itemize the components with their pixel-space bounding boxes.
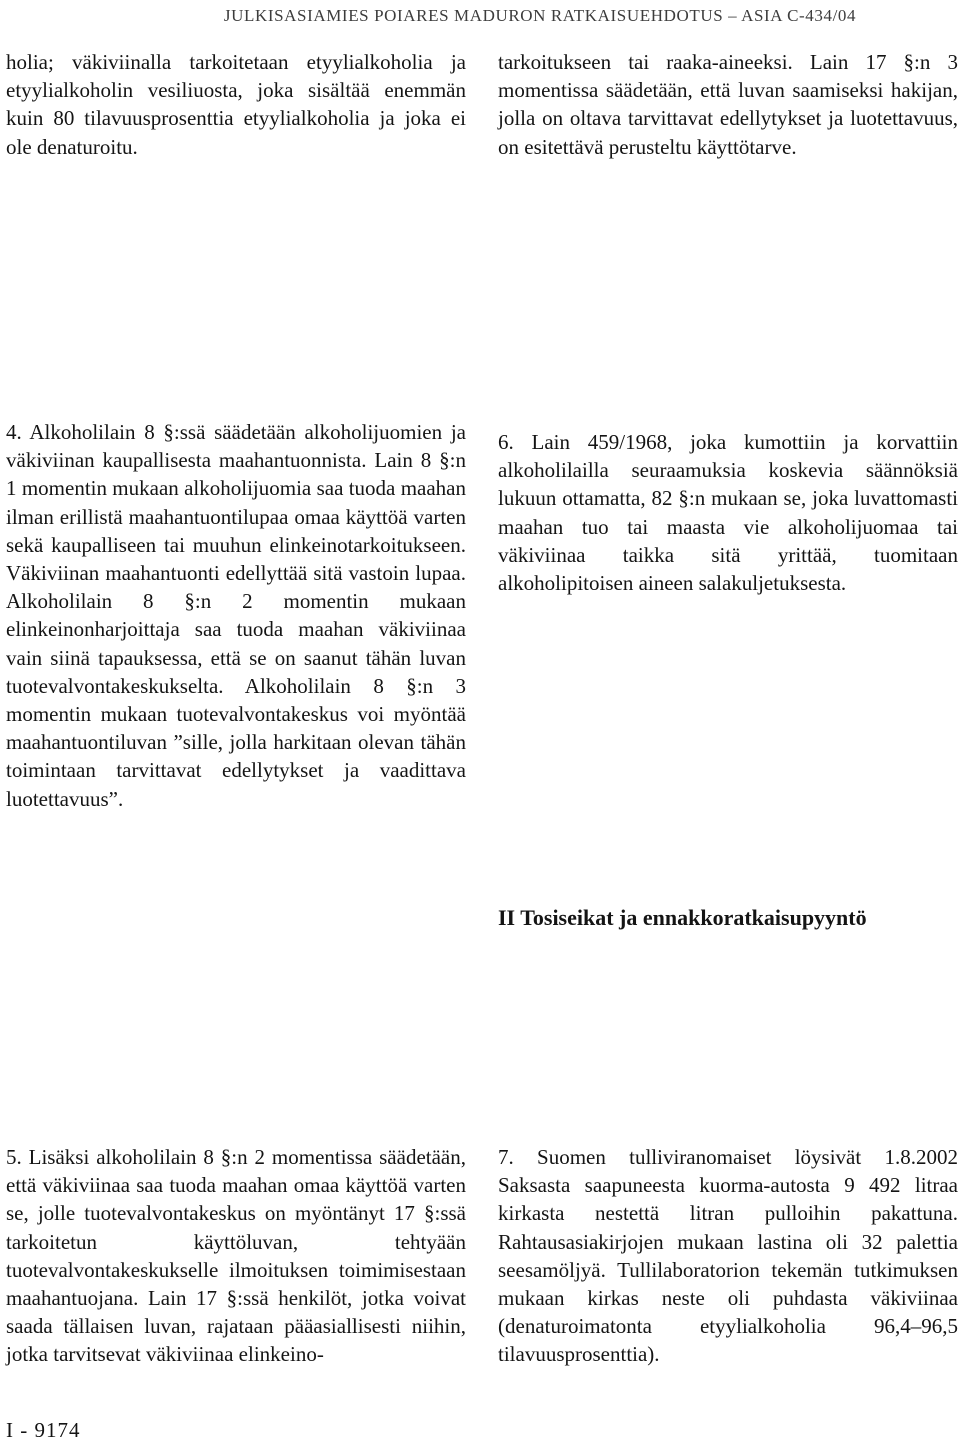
paragraph-5: 5. Lisäksi alkoholilain 8 §:n 2 momentissa säädetään, että väkiviinaa saa tuoda maahan omaa käyttöä varten se, jolle tuotevalvontakeskus on myöntänyt 17 §:ssä tarkoitetun käyttöluvan, tehtyään tuotevalvontakeskukselle ilmoituksen toimimisestaan maahantuojana. Lain 17 §:ssä henkilöt, jotka voivat saada tällaisen luvan, rajataan pääasiallisesti niihin, jotka tarvitsevat väkiviinaa elinkeino- [6,1145,466,1367]
paragraph-block: holia; väkiviinalla tarkoitetaan etyylialkoholia ja etyylialkoholin vesiliuosta, joka sisältää enemmän kuin 80 tilavuusprosenttia etyylialkoholia ja joka ei ole denaturoitu. [6,50,466,159]
page-number: I - 9174 [6,1418,81,1442]
running-header: JULKISASIAMIES POIARES MADURON RATKAISUEHDOTUS – ASIA C-434/04 [223,6,857,25]
paragraph-4: 4. Alkoholilain 8 §:ssä säädetään alkoholijuomien ja väkiviinan kaupallisesta maahantuonnista. Lain 8 §:n 1 momentin mukaan alkoholijuomia saa tuoda maahan ilman erillistä maahantuontilupaa omaa käyttöä varten sekä kaupalliseen tai muuhun elinkeinotarkoitukseen. Väkiviinan maahantuonti edellyttää sitä vastoin lupaa. Alkoholilain 8 §:n 2 momentin mukaan elinkeinonharjoittaja saa tuoda maahan väkiviinaa vain siinä tapauksessa, että se on saanut tähän luvan tuotevalvontakeskukselta. Alkoholilain 8 §:n 3 momentin mukaan tuotevalvontakeskus voi myöntää maahantuontiluvan ”sille, jolla harkitaan olevan tähän toimintaan tarvittavat edellytykset ja vaadittava luotettavuus”. [6,420,466,811]
paragraph-7: 7. Suomen tulliviranomaiset löysivät 1.8.2002 Saksasta saapuneesta kuorma-autosta 9 492 litraa kirkasta nestettä litran pulloihin pakattuna. Rahtausasiakirjojen mukaan lastina oli 32 palettia seesamöljyä. Tullilaboratorion tekemän tutkimuksen mukaan kirkas neste oli puhdasta väkiviinaa (denaturoimatonta etyylialkoholia 96,4–96,5 tilavuusprosenttia). [498,1145,958,1367]
paragraph-block: tarkoitukseen tai raaka-aineeksi. Lain 17 §:n 3 momentissa säädetään, että luvan saamiseksi hakijan, jolla on oltava tarvittavat edellytykset ja luotettavuus, on esitettävä perusteltu käyttötarve. [498,50,958,159]
paragraph-6: 6. Lain 459/1968, joka kumottiin ja korvattiin alkoholilailla seuraamuksia koskevia säännöksiä lukuun ottamatta, 82 §:n mukaan se, joka luvattomasti maahan tuo tai maasta vie alkoholijuomaa tai väkiviinaa taikka sitä yrittää, tuomitaan alkoholipitoisen aineen salakuljetuksesta. [498,430,958,596]
section-heading: II Tosiseikat ja ennakkoratkaisupyyntö [498,905,867,930]
